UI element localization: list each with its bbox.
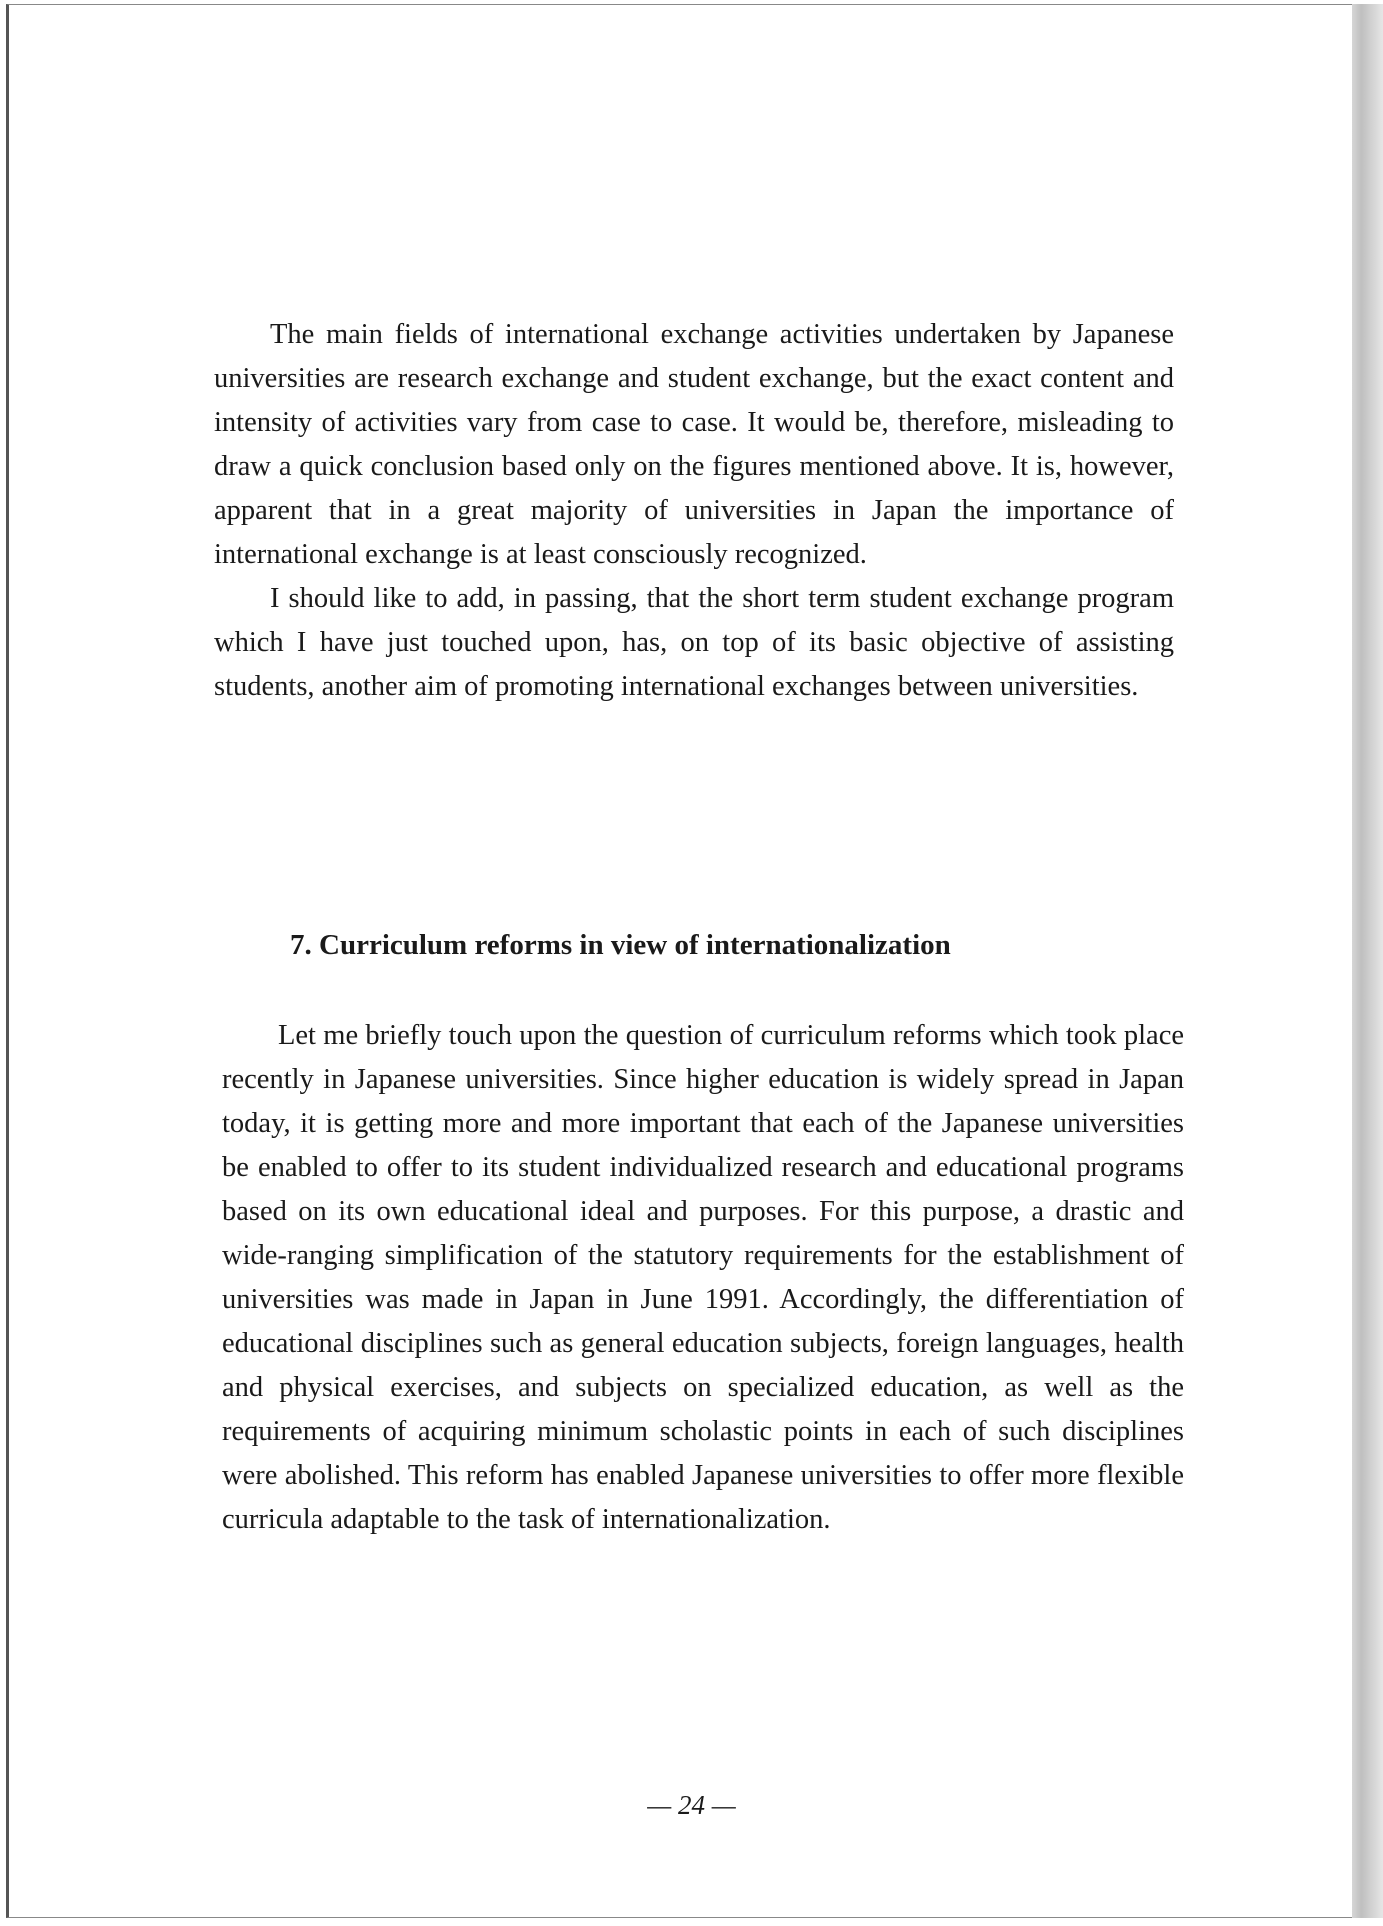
section-heading: 7. Curriculum reforms in view of internationalization (290, 929, 951, 961)
paragraph-international-exchange: The main fields of international exchange activities undertaken by Japanese universities are research exchange and student exchange, but the exact content and intensity of activities vary from case to case. It would be, therefore, misleading to draw a quick conclusion based only on the figures mentioned above. It is, however, apparent that in a great majority of universities in Japan the importance of international exchange is at least consciously recognized. (214, 319, 1174, 570)
curriculum-section (222, 1014, 1184, 1542)
paragraph-curriculum-reforms: Let me briefly touch upon the question of curriculum reforms which took place recently in Japanese universities. Since higher education is widely spread in Japan today, it is getting more and more important that each of the Japanese universities be enabled to offer to its student individualized research and educational programs based on its own educational ideal and purposes. For this purpose, a drastic and wide-ranging simplification of the statutory requirements for the establishment of universities was made in Japan in June 1991. Accordingly, the differentiation of educational disciplines such as general education subjects, foreign languages, health and physical exercises, and subjects on specialized education, as well as the requirements of acquiring minimum scholastic points in each of such disciplines were abolished. This reform has enabled Japanese universities to offer more flexible curricula adaptable to the task of internationalization. (222, 1020, 1184, 1535)
paragraph-short-term-exchange: I should like to add, in passing, that the short term student exchange program which I have just touched upon, has, on top of its basic objective of assisting students, another aim of promoting international exchanges between universities. (214, 583, 1174, 702)
page-number: — 24 — (647, 1790, 736, 1820)
intro-section (214, 313, 1174, 709)
page-edge-shadow (1352, 4, 1383, 1918)
